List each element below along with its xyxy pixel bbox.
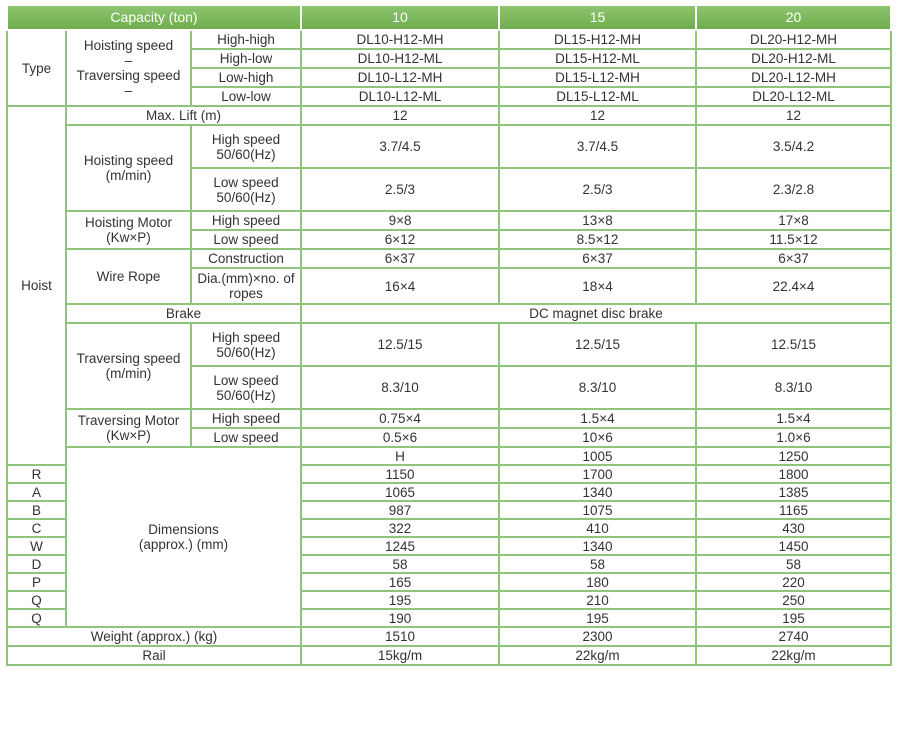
spec-table [6, 4, 892, 666]
hoisting-motor-value: 17×8 [696, 211, 891, 230]
rail-value: 22kg/m [499, 646, 696, 665]
hoisting-speed-value: 3.7/4.5 [499, 125, 696, 168]
traversing-motor-value: 1.0×6 [696, 428, 891, 447]
dimension-key: Q [7, 609, 66, 627]
dimension-value: 1150 [301, 465, 499, 483]
dimension-value: 322 [301, 519, 499, 537]
traversing-speed-value: 8.3/10 [301, 366, 499, 409]
traversing-motor-high-label: High speed [191, 409, 301, 428]
dimension-value: 1700 [499, 465, 696, 483]
hoisting-speed-low-line1: Low speed [213, 174, 279, 190]
header-row [7, 5, 891, 30]
wire-rope-dia-label [191, 268, 301, 304]
type-line-1: Hoisting speed [83, 38, 174, 53]
hoisting-motor-label-line2: (Kw×P) [106, 230, 151, 245]
traversing-speed-label-line1: Traversing speed [76, 351, 181, 366]
traversing-motor-value: 1.5×4 [499, 409, 696, 428]
rail-value: 22kg/m [696, 646, 891, 665]
wire-rope-dia-line1: Dia.(mm)×no. of [197, 271, 295, 286]
hoisting-speed-label-line2: (m/min) [105, 168, 152, 183]
dimension-value: 58 [696, 555, 891, 573]
hoisting-speed-high-label [191, 125, 301, 168]
rail-row [7, 646, 891, 665]
dimension-value: 195 [696, 609, 891, 627]
traversing-motor-label [66, 409, 191, 447]
dimension-key: A [7, 483, 66, 501]
type-value: DL10-H12-MH [301, 30, 499, 49]
hoisting-speed-high-line1: High speed [211, 131, 281, 147]
dimension-value: 190 [301, 609, 499, 627]
traversing-motor-value: 0.75×4 [301, 409, 499, 428]
traversing-speed-value: 8.3/10 [696, 366, 891, 409]
traversing-motor-value: 10×6 [499, 428, 696, 447]
dimension-value: 987 [301, 501, 499, 519]
wire-rope-construction-row [7, 249, 891, 268]
type-label: Type [7, 30, 66, 106]
traversing-speed-high-line1: High speed [211, 329, 281, 345]
dimension-value: 1340 [499, 483, 696, 501]
type-mode: High-high [191, 30, 301, 49]
wire-rope-value: 6×37 [301, 249, 499, 268]
type-value: DL15-H12-MH [499, 30, 696, 49]
dimension-value: 1250 [696, 447, 891, 465]
dimension-key: P [7, 573, 66, 591]
dimension-value: 1800 [696, 465, 891, 483]
weight-label: Weight (approx.) (kg) [7, 627, 301, 646]
traversing-motor-label-line1: Traversing Motor [77, 413, 180, 428]
type-mode: High-low [191, 49, 301, 68]
dimensions-label-line2: (approx.) (mm) [138, 537, 229, 552]
dimension-key: Q [7, 591, 66, 609]
traversing-speed-low-line1: Low speed [213, 372, 279, 388]
traversing-motor-value: 0.5×6 [301, 428, 499, 447]
traversing-speed-value: 8.3/10 [499, 366, 696, 409]
dimension-value: 58 [301, 555, 499, 573]
hoisting-motor-value: 8.5×12 [499, 230, 696, 249]
hoisting-speed-value: 2.3/2.8 [696, 168, 891, 211]
spec-table-frame [6, 4, 892, 728]
capacity-header: Capacity (ton) [7, 5, 301, 30]
hoisting-speed-value: 3.5/4.2 [696, 125, 891, 168]
type-row [7, 30, 891, 49]
dimensions-label-line1: Dimensions [148, 522, 219, 537]
traversing-speed-high-label [191, 323, 301, 366]
dimension-key: B [7, 501, 66, 519]
weight-value: 1510 [301, 627, 499, 646]
type-value: DL10-L12-MH [301, 68, 499, 87]
traversing-motor-value: 1.5×4 [696, 409, 891, 428]
dimension-key: R [7, 465, 66, 483]
wire-rope-label: Wire Rope [66, 249, 191, 304]
type-value: DL15-L12-MH [499, 68, 696, 87]
dimension-value: 180 [499, 573, 696, 591]
hoisting-motor-label-line1: Hoisting Motor [84, 215, 173, 230]
type-value: DL20-H12-MH [696, 30, 891, 49]
dimension-value: 250 [696, 591, 891, 609]
dimension-value: 1075 [499, 501, 696, 519]
max-lift-value: 12 [301, 106, 499, 125]
dimension-value: 1065 [301, 483, 499, 501]
traversing-speed-value: 12.5/15 [696, 323, 891, 366]
type-line-4: – [124, 83, 133, 98]
dimension-value: 195 [301, 591, 499, 609]
type-value: DL15-H12-ML [499, 49, 696, 68]
hoisting-motor-high-label: High speed [191, 211, 301, 230]
rail-value: 15kg/m [301, 646, 499, 665]
wire-rope-value: 18×4 [499, 268, 696, 304]
dimension-value: 1340 [499, 537, 696, 555]
dimension-key: H [301, 447, 499, 465]
hoisting-speed-high-row [7, 125, 891, 168]
dimension-value: 410 [499, 519, 696, 537]
type-speed-label [66, 30, 191, 106]
hoisting-speed-value: 3.7/4.5 [301, 125, 499, 168]
hoisting-motor-value: 9×8 [301, 211, 499, 230]
hoisting-motor-low-label: Low speed [191, 230, 301, 249]
hoisting-speed-label-line1: Hoisting speed [83, 153, 174, 168]
hoisting-motor-value: 13×8 [499, 211, 696, 230]
traversing-motor-label-line2: (Kw×P) [106, 428, 151, 443]
hoisting-motor-label [66, 211, 191, 249]
dimension-row [7, 447, 891, 465]
traversing-speed-low-label [191, 366, 301, 409]
type-value: DL20-H12-ML [696, 49, 891, 68]
hoisting-motor-high-row [7, 211, 891, 230]
max-lift-label: Max. Lift (m) [66, 106, 301, 125]
hoisting-speed-low-label [191, 168, 301, 211]
traversing-speed-high-row [7, 323, 891, 366]
dimension-key: C [7, 519, 66, 537]
type-value: DL10-H12-ML [301, 49, 499, 68]
weight-row [7, 627, 891, 646]
traversing-motor-low-label: Low speed [191, 428, 301, 447]
dimension-key: D [7, 555, 66, 573]
wire-rope-construction-label: Construction [191, 249, 301, 268]
type-value: DL15-L12-ML [499, 87, 696, 106]
hoisting-speed-high-line2: 50/60(Hz) [216, 146, 276, 162]
type-mode: Low-high [191, 68, 301, 87]
weight-value: 2300 [499, 627, 696, 646]
wire-rope-value: 6×37 [499, 249, 696, 268]
type-line-3: Traversing speed [76, 68, 181, 83]
brake-label: Brake [66, 304, 301, 323]
max-lift-value: 12 [499, 106, 696, 125]
brake-value: DC magnet disc brake [301, 304, 891, 323]
dimension-value: 210 [499, 591, 696, 609]
hoisting-speed-value: 2.5/3 [499, 168, 696, 211]
type-value: DL20-L12-MH [696, 68, 891, 87]
hoist-label: Hoist [7, 106, 66, 465]
traversing-speed-value: 12.5/15 [499, 323, 696, 366]
traversing-speed-high-line2: 50/60(Hz) [216, 344, 276, 360]
traversing-motor-high-row [7, 409, 891, 428]
hoisting-motor-value: 6×12 [301, 230, 499, 249]
wire-rope-value: 6×37 [696, 249, 891, 268]
rail-label: Rail [7, 646, 301, 665]
dimensions-label [66, 447, 301, 627]
hoisting-speed-label [66, 125, 191, 211]
max-lift-row [7, 106, 891, 125]
dimension-value: 1245 [301, 537, 499, 555]
dimension-key: W [7, 537, 66, 555]
type-value: DL10-L12-ML [301, 87, 499, 106]
dimension-value: 195 [499, 609, 696, 627]
dimension-value: 58 [499, 555, 696, 573]
type-mode: Low-low [191, 87, 301, 106]
capacity-15-header: 15 [499, 5, 696, 30]
brake-row [7, 304, 891, 323]
traversing-speed-value: 12.5/15 [301, 323, 499, 366]
max-lift-value: 12 [696, 106, 891, 125]
dimension-value: 1005 [499, 447, 696, 465]
hoisting-speed-low-line2: 50/60(Hz) [216, 189, 276, 205]
dimension-value: 1385 [696, 483, 891, 501]
weight-value: 2740 [696, 627, 891, 646]
wire-rope-value: 22.4×4 [696, 268, 891, 304]
dimension-value: 1450 [696, 537, 891, 555]
wire-rope-dia-line2: ropes [229, 286, 263, 301]
capacity-20-header: 20 [696, 5, 891, 30]
dimension-value: 220 [696, 573, 891, 591]
dimension-value: 1165 [696, 501, 891, 519]
traversing-speed-low-line2: 50/60(Hz) [216, 387, 276, 403]
dimension-value: 430 [696, 519, 891, 537]
type-line-2: – [124, 53, 133, 68]
type-value: DL20-L12-ML [696, 87, 891, 106]
traversing-speed-label [66, 323, 191, 409]
dimension-value: 165 [301, 573, 499, 591]
wire-rope-value: 16×4 [301, 268, 499, 304]
traversing-speed-label-line2: (m/min) [105, 366, 152, 381]
capacity-10-header: 10 [301, 5, 499, 30]
hoisting-speed-value: 2.5/3 [301, 168, 499, 211]
hoisting-motor-value: 11.5×12 [696, 230, 891, 249]
